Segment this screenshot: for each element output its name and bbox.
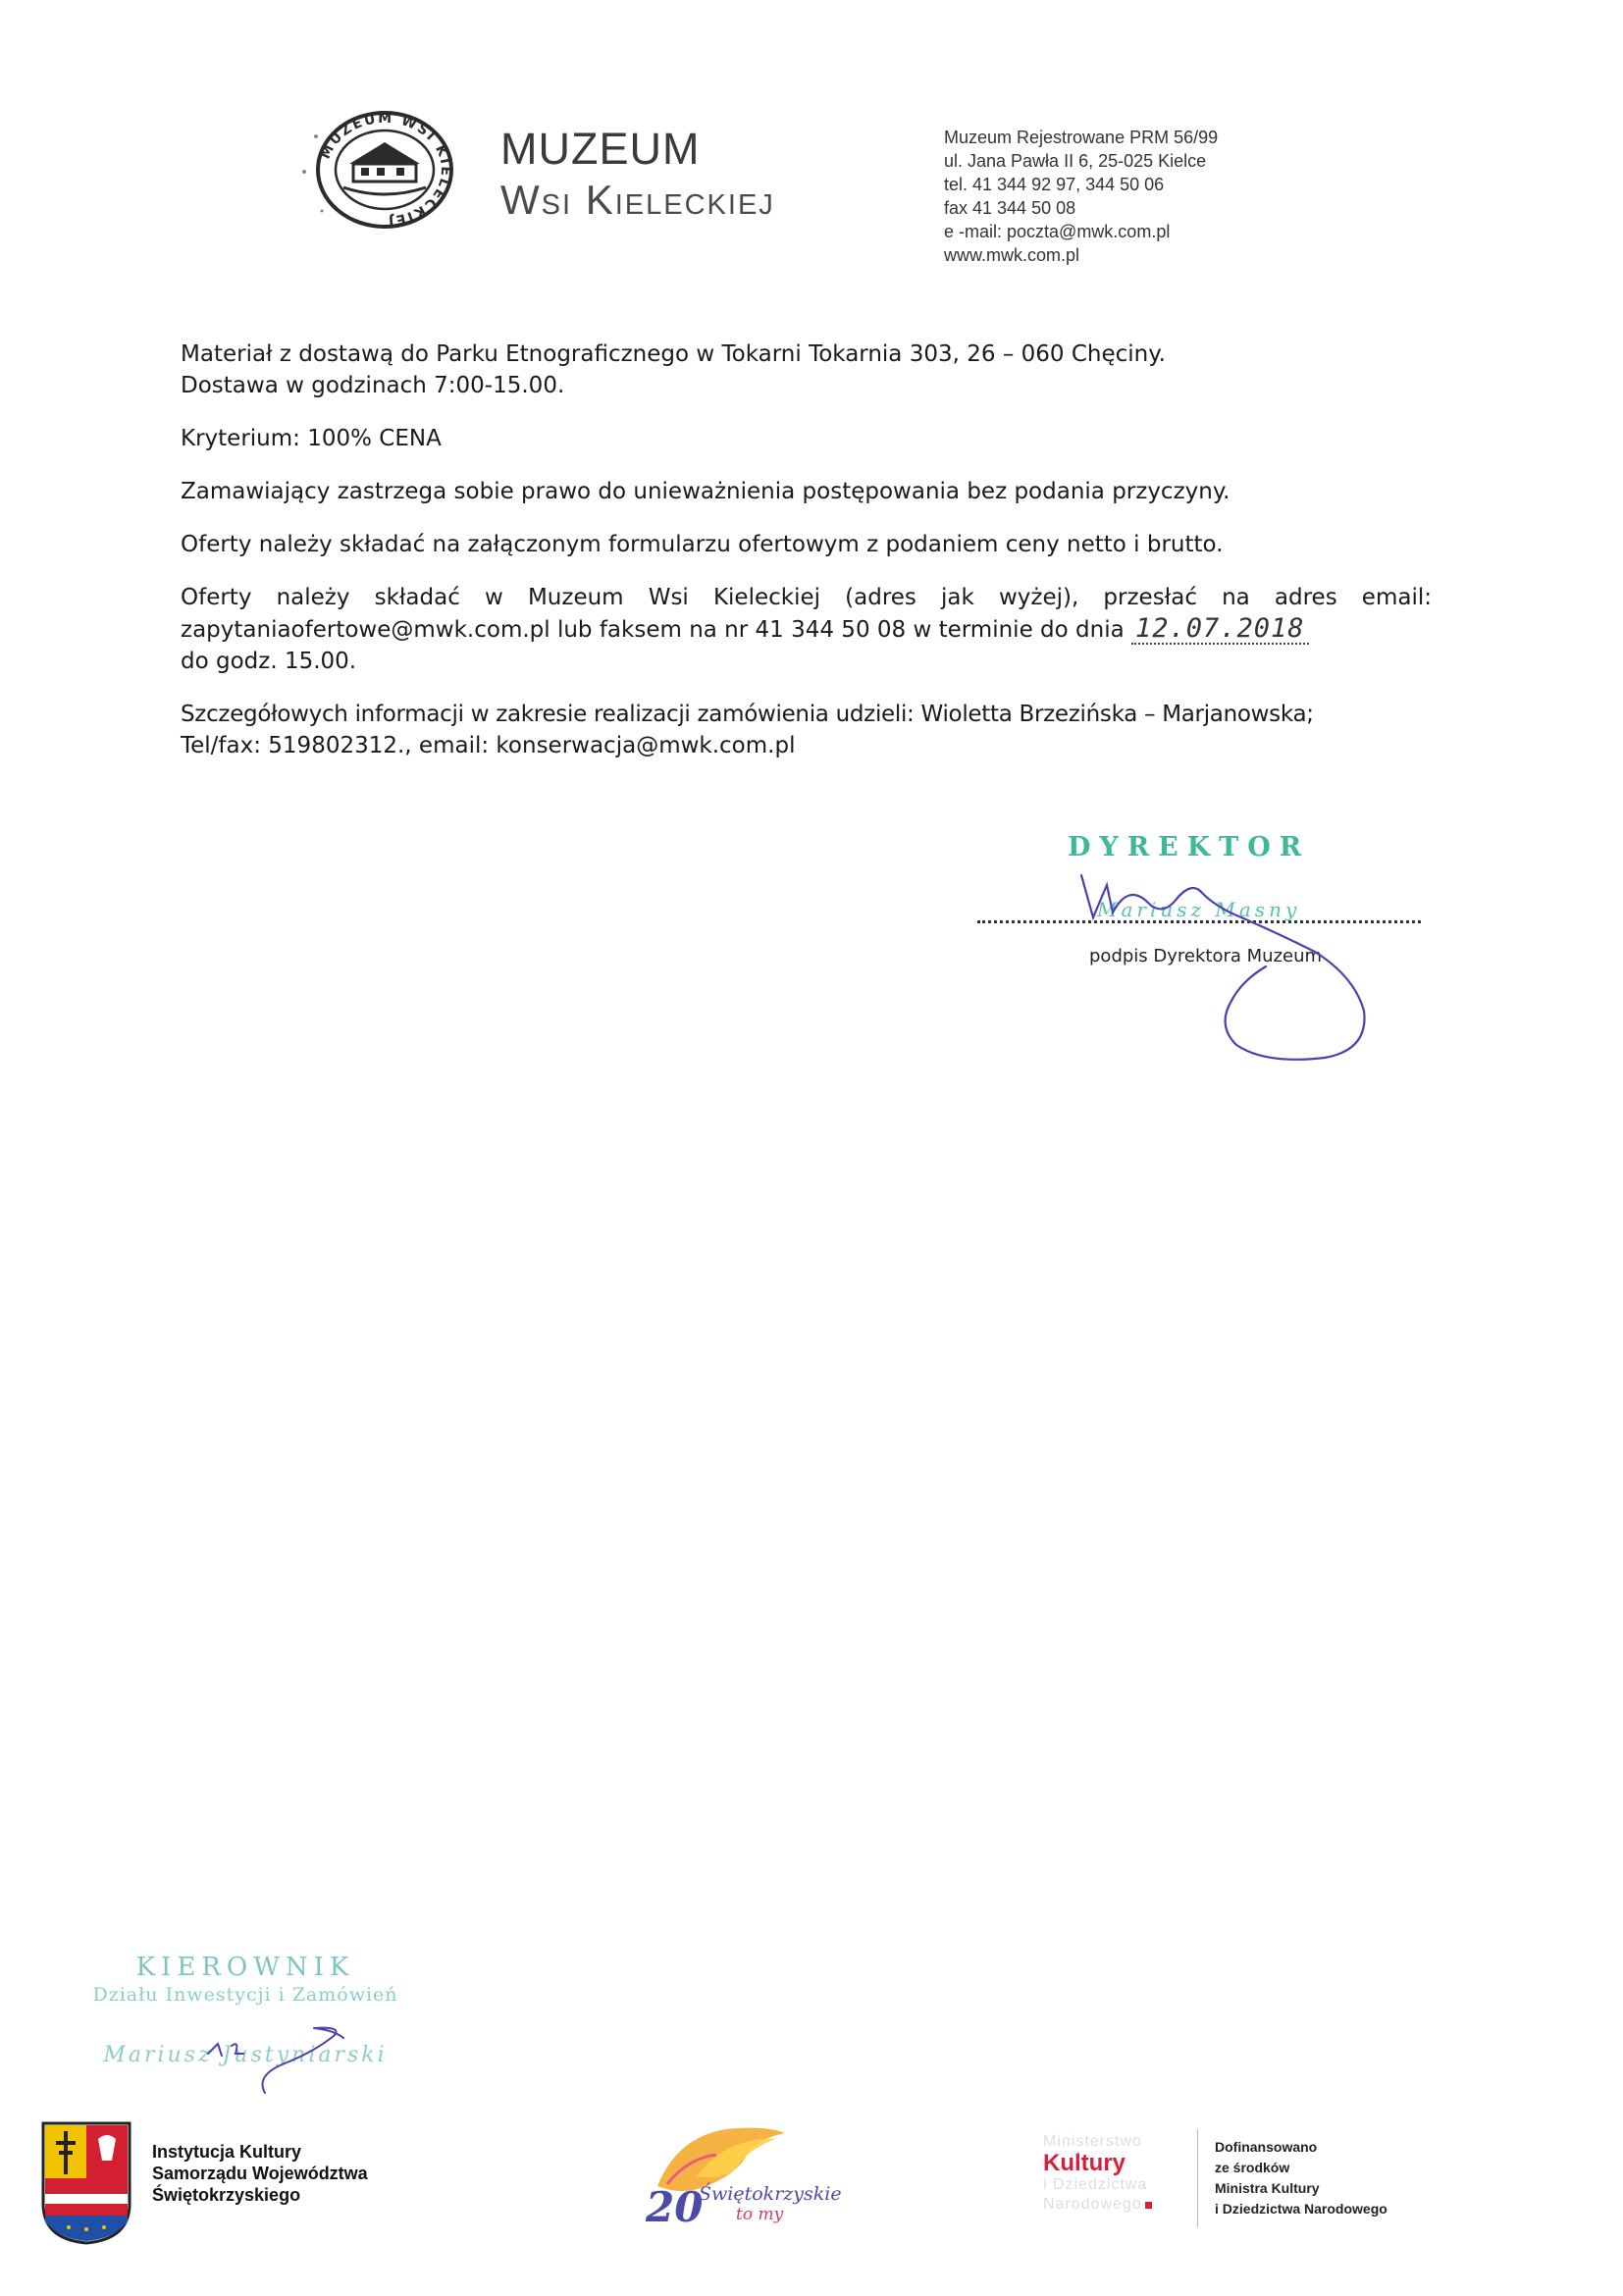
ministry-separator <box>1197 2129 1198 2227</box>
offer-place-line-3: do godz. 15.00. <box>181 649 357 674</box>
ministry-logo <box>1043 2132 1152 2215</box>
funding-line2: ze środków <box>1215 2160 1290 2175</box>
director-stamp: DYREKTOR <box>1068 832 1311 862</box>
museum-logo <box>294 103 471 240</box>
contact-website: www.mwk.com.pl <box>944 245 1080 265</box>
funding-line4: i Dziedzictwa Narodowego <box>1215 2201 1387 2217</box>
delivery-line-2: Dostawa w godzinach 7:00-15.00. <box>181 373 565 398</box>
museum-contact <box>944 126 1218 267</box>
ministry-funding <box>1215 2137 1387 2219</box>
ministry-line2: Kultury <box>1043 2150 1126 2176</box>
museum-name <box>500 126 775 224</box>
ministry-line4: Narodowego <box>1043 2195 1152 2215</box>
kierownik-name: Mariusz Justyniarski <box>103 2043 388 2067</box>
signature-caption: podpis Dyrektora Muzeum <box>1089 946 1323 966</box>
funding-line3: Ministra Kultury <box>1215 2180 1320 2196</box>
coat-of-arms-icon <box>39 2119 133 2247</box>
offer-place-line-1: Oferty należy składać w Muzeum Wsi Kieleckiej (adres jak wyżej), przesłać na adres email: <box>181 585 1432 610</box>
director-stamp-name: Mariusz Masny <box>1097 898 1301 921</box>
contact-address: ul. Jana Pawła II 6, 25-025 Kielce <box>944 151 1207 171</box>
contact-phone: tel. 41 344 92 97, 344 50 06 <box>944 175 1165 194</box>
director-signature <box>1070 863 1384 1070</box>
footer-institution <box>152 2141 368 2206</box>
criterion: Kryterium: 100% CENA <box>181 426 442 451</box>
details-line-1: Szczegółowych informacji w zakresie realizacji zamówienia udzieli: Wioletta Brzezińska – Marjanowska; <box>181 702 1314 727</box>
contact-registration: Muzeum Rejestrowane PRM 56/99 <box>944 128 1219 147</box>
kierownik-title: KIEROWNIK <box>135 1953 355 1982</box>
contact-fax: fax 41 344 50 08 <box>944 198 1076 218</box>
footer-institution-line2: Samorządu Województwa <box>152 2164 368 2183</box>
logo20-subtext: to my <box>736 2205 784 2224</box>
reservation-clause: Zamawiający zastrzega sobie prawo do unieważnienia postępowania bez podania przyczyny. <box>181 479 1230 504</box>
ministry-line3: i Dziedzictwa <box>1043 2176 1148 2193</box>
deadline-handwritten: 12.07.2018 <box>1135 613 1305 644</box>
offer-place-line-2: zapytaniaofertowe@mwk.com.pl lub faksem na nr 41 344 50 08 w terminie do dnia <box>181 617 1125 643</box>
museum-name-line1: MUZEUM <box>500 124 701 174</box>
ministry-line1: Ministerstwo <box>1043 2133 1142 2150</box>
kierownik-department: Działu Inwestycji i Zamówień <box>92 1984 398 2006</box>
logo20-number: 20 <box>646 2183 704 2231</box>
contact-email: e -mail: poczta@mwk.com.pl <box>944 222 1171 241</box>
logo20-text: Świętokrzyskie <box>699 2183 842 2205</box>
footer-institution-line3: Świętokrzyskiego <box>152 2185 301 2205</box>
logo-ring-text: MUZEUM WSI KIELECKIEJ <box>317 110 454 230</box>
document-body <box>181 339 1432 783</box>
museum-name-line2: Wsi Kieleckiej <box>500 177 775 223</box>
delivery-line-1: Materiał z dostawą do Parku Etnograficznego w Tokarni Tokarnia 303, 26 – 060 Chęciny. <box>181 341 1166 367</box>
funding-line1: Dofinansowano <box>1215 2139 1318 2155</box>
footer-institution-line1: Instytucja Kultury <box>152 2142 302 2162</box>
kierownik-signature <box>196 2007 412 2100</box>
details-line-2: Tel/fax: 519802312., email: konserwacja@mwk.com.pl <box>181 733 796 758</box>
offer-form-note: Oferty należy składać na załączonym formularzu ofertowym z podaniem ceny netto i brutto. <box>181 532 1224 557</box>
